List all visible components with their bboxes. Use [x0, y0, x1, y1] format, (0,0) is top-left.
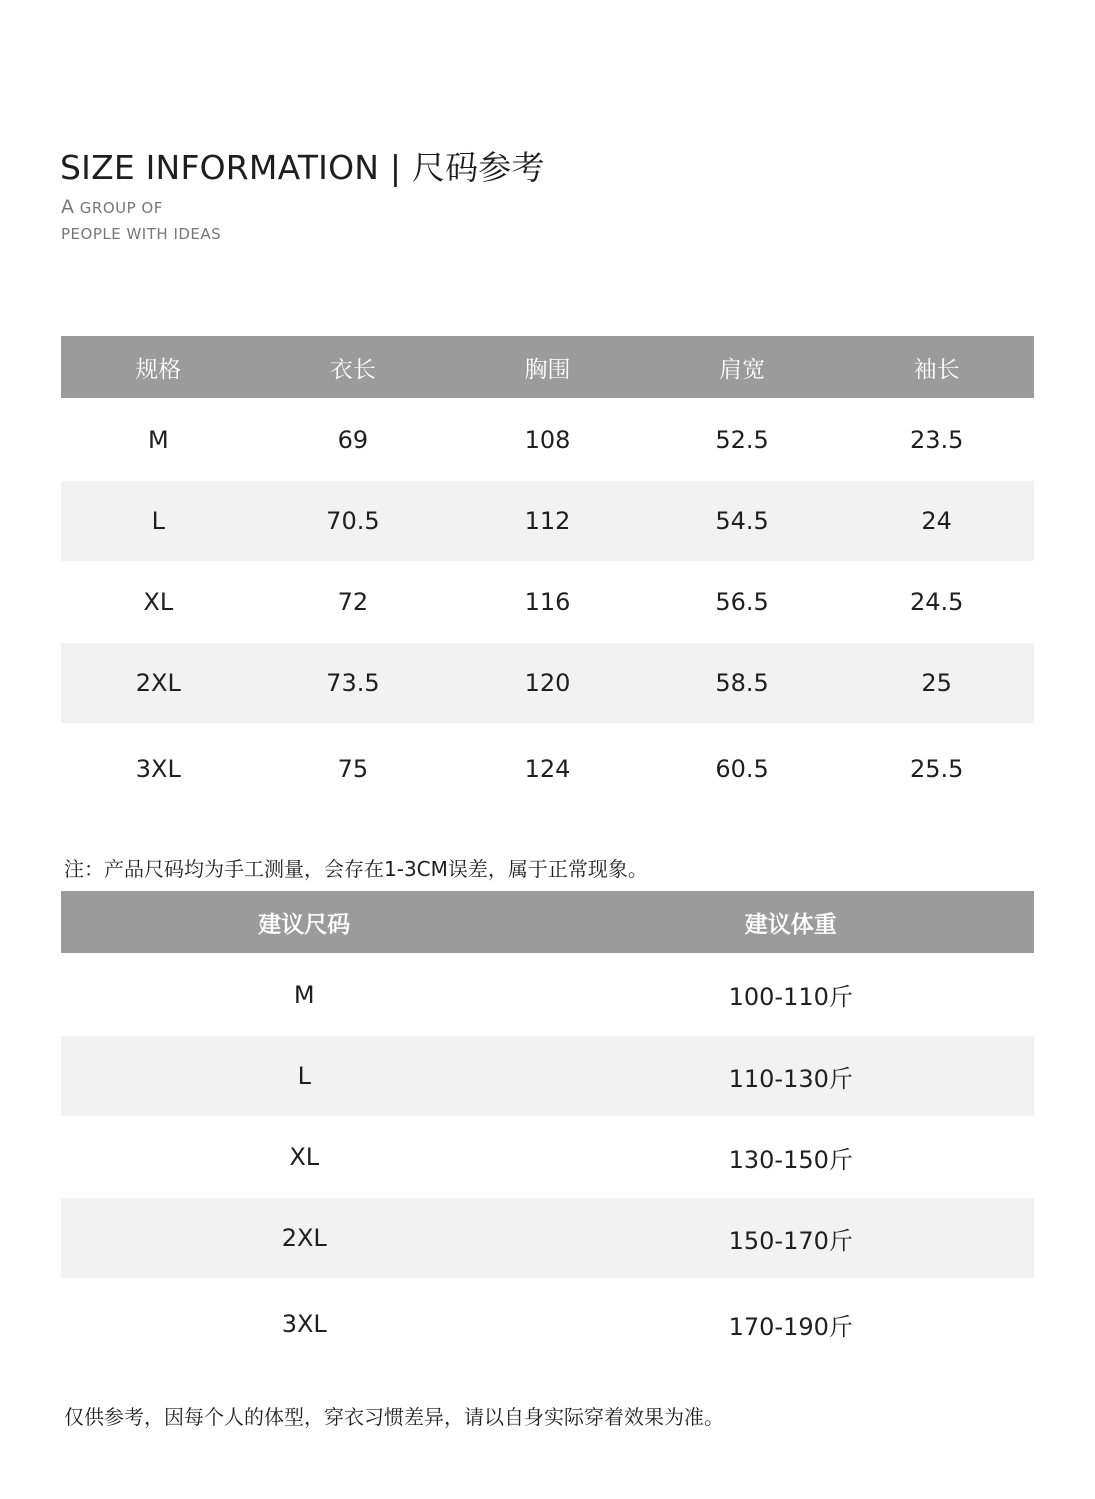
table-cell: L: [151, 507, 165, 535]
table-row: [61, 1036, 1034, 1116]
table-cell: 23.5: [909, 425, 964, 454]
header-cell: 规格: [135, 356, 182, 383]
table-row: [61, 643, 1034, 723]
table-cell: 120: [524, 669, 571, 697]
table-cell: 24.5: [909, 588, 964, 616]
table-cell: 3XL: [135, 755, 181, 783]
header-cell: 建议尺码: [258, 911, 351, 938]
table-cell: 108: [524, 425, 571, 454]
table-row: [61, 561, 1034, 643]
table-cell: M: [293, 980, 315, 1009]
table-cell: 130-150斤: [728, 1145, 853, 1174]
table-cell: 75: [337, 755, 369, 783]
table-cell: 56.5: [715, 588, 769, 616]
table-cell: 2XL: [281, 1224, 327, 1252]
table-cell: 70.5: [326, 507, 380, 535]
table-row: [61, 1278, 1034, 1370]
table-cell: 112: [524, 507, 571, 535]
table-cell: 170-190斤: [728, 1312, 853, 1341]
page-title: SIZE INFORMATION | 尺码参考: [60, 148, 545, 187]
header-cell: 建议体重: [744, 911, 837, 938]
table-cell: M: [147, 425, 169, 454]
subtitle-rest: GROUP OF: [74, 199, 163, 217]
table-cell: 25: [921, 669, 952, 697]
table-row: [61, 481, 1034, 561]
table-cell: 72: [337, 588, 369, 616]
table-cell: 150-170斤: [728, 1226, 853, 1255]
header-cell: 肩宽: [719, 356, 766, 383]
size-table-header: [61, 336, 1034, 398]
table-cell: 3XL: [281, 1310, 327, 1338]
table-cell: 69: [337, 425, 369, 454]
table-cell: L: [297, 1062, 311, 1090]
subtitle-line-1: [61, 196, 163, 218]
table-cell: 58.5: [715, 669, 769, 697]
table-cell: 73.5: [326, 669, 380, 697]
table-row: [61, 723, 1034, 815]
subtitle-line-2: PEOPLE WITH IDEAS: [61, 225, 222, 243]
reference-note: 仅供参考，因每个人的体型，穿衣习惯差异，请以自身实际穿着效果为准。: [64, 1405, 724, 1429]
table-cell: 24: [921, 507, 952, 535]
recommend-table: [61, 891, 1034, 1370]
measurement-note: 注：产品尺码均为手工测量，会存在1-3CM误差，属于正常现象。: [64, 857, 648, 881]
table-cell: XL: [143, 588, 174, 616]
table-row: [61, 953, 1034, 1036]
table-row: [61, 1198, 1034, 1278]
table-cell: 60.5: [715, 755, 769, 783]
table-cell: 100-110斤: [728, 983, 853, 1011]
table-cell: 2XL: [135, 669, 181, 697]
size-table: [61, 336, 1034, 815]
table-cell: 110-130斤: [728, 1064, 853, 1093]
table-row: [61, 1116, 1034, 1198]
header-cell: 衣长: [329, 356, 376, 383]
recommend-table-header: [61, 891, 1034, 953]
header-cell: 袖长: [913, 356, 960, 383]
table-cell: 54.5: [715, 507, 769, 535]
table-cell: 52.5: [715, 425, 769, 454]
table-cell: XL: [289, 1143, 320, 1171]
header-cell: 胸围: [524, 356, 571, 383]
table-cell: 116: [524, 588, 571, 616]
subtitle-initial: A: [61, 196, 75, 218]
table-row: [61, 398, 1034, 481]
table-cell: 25.5: [909, 755, 964, 783]
table-cell: 124: [524, 755, 571, 783]
